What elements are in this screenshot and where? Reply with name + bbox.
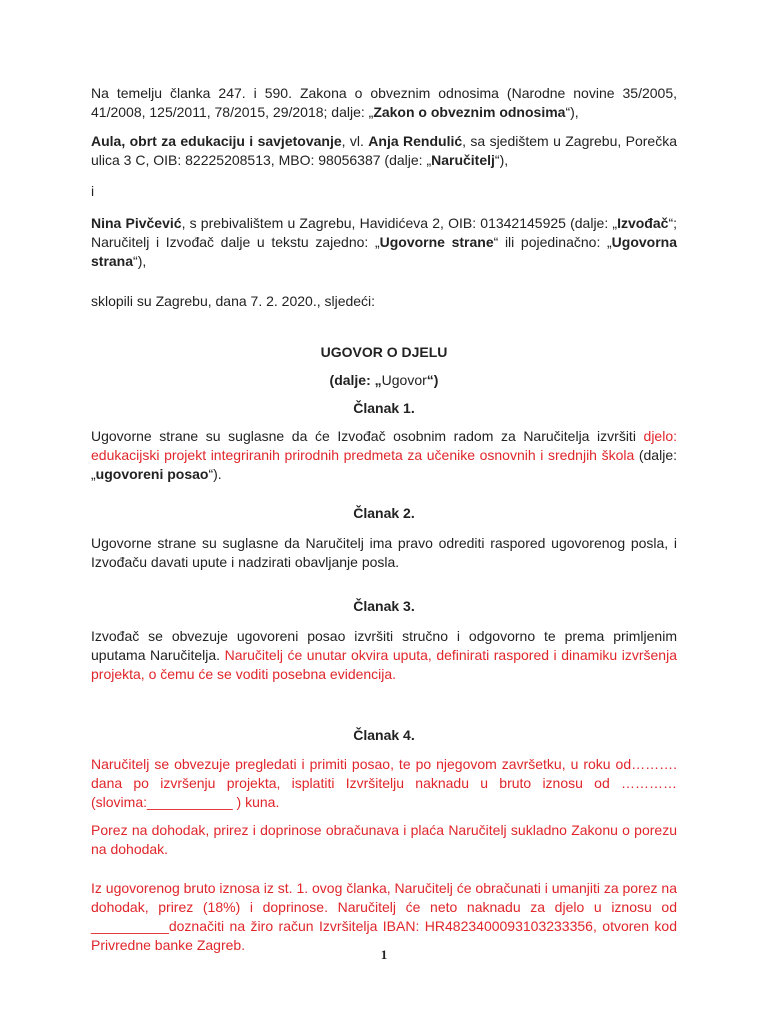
client-text: , vl. [341,133,369,149]
article-3-text [91,627,677,684]
article-2-text: Ugovorne strane su suglasne da Naručitelj ima pravo odrediti raspored ugovorenog posla, i Izvođaču davati upute i nadzirati obavljanje posla. [91,535,677,570]
preamble-paragraph [91,84,677,122]
client-alias: Naručitelj [431,152,495,168]
contractor-text-2: “; Naručitelj i Izvođač dalje u tekstu zajedno: „ [91,215,677,250]
contractor-text-end: “), [133,253,147,269]
contract-subtitle [91,371,677,390]
client-address-text: , sa sjedištem u Zagrebu, Porečka ulica 3 C, OIB: 82225208513, MBO: 98056387 (dalje: „ [91,133,678,168]
article-1-text [91,427,677,484]
contract-title: UGOVOR O DJELU [320,344,448,360]
subtitle-close: “) [426,372,439,388]
client-text-end: “), [494,152,509,168]
document-page [91,84,677,955]
contractor-alias: Izvođač [617,215,669,231]
contractor-paragraph [91,214,677,271]
article-4-paragraph-1: Naručitelj se obvezuje pregledati i primiti posao, te po njegovom završetku, u roku od………. dana po izvršenju projekta, isplatiti Izvršitelju naknadu u bruto iznosu od ………… (slovima:___________ ) kuna. [91,756,677,810]
article-1-alias: ugovoreni posao [95,466,209,482]
contractor-text-3: “ ili pojedinačno: „ [493,234,612,250]
client-paragraph [91,132,677,170]
article-3-text-highlight: Naručitelj će unutar okvira uputa, definirati raspored i dinamiku izvršenja projekta, o čemu će se voditi posebna evidencija. [91,647,677,682]
contractor-text: , s prebivalištem u Zagrebu, Havidićeva 2, OIB: 01342145925 (dalje: „ [181,215,618,231]
subtitle-open: (dalje: „ [329,372,382,388]
law-name: Zakon o obveznim odnosima [373,104,566,120]
client-business-name: Aula, obrt za edukaciju i savjetovanje [91,133,342,149]
article-1-text-a: Ugovorne strane su suglasne da će Izvođač osobnim radom za Naručitelja izvršiti [91,428,644,444]
article-3-text-a: Izvođač se obvezuje ugovoreni posao izvršiti stručno i odgovorno te prema primljenim uputama Naručitelja. [91,628,677,663]
party-alias: Ugovorna strana [91,234,677,269]
article-1-text-end: “). [208,466,222,482]
article-4-paragraph-2: Porez na dohodak, prirez i doprinose obračunava i plaća Naručitelj sukladno Zakonu o porezu na dohodak. [91,822,677,857]
article-3-heading: Članak 3. [353,598,415,614]
article-1-heading: Članak 1. [353,400,415,416]
conjunction: i [91,183,95,199]
preamble-text: Na temelju članka 247. i 590. Zakona o obveznim odnosima (Narodne novine 35/2005, 41/2008, 125/2011, 78/2015, 29/2018; dalje: „ [91,85,677,120]
concluded-statement: sklopili su Zagrebu, dana 7. 2. 2020., sljedeći: [91,293,376,309]
page-number: 1 [380,947,388,962]
article-1-text-b: (dalje: „ [91,447,677,482]
article-4-heading: Članak 4. [353,727,415,743]
preamble-text-end: “), [565,104,579,120]
contractor-name: Nina Pivčević [91,215,182,231]
article-2-heading: Članak 2. [353,505,415,521]
client-owner-name: Anja Rendulić [368,133,463,149]
article-4-paragraph-3: Iz ugovorenog bruto iznosa iz st. 1. ovog članka, Naručitelj će obračunati i umanjiti za porez na dohodak, prirez (18%) i doprinose. Naručitelj će neto naknadu za djelo u iznosu od __________doznačiti na žiro račun Izvršitelja IBAN: HR4823400093103233356, otvoren kod Privredne banke Zagreb. [91,880,677,953]
parties-alias: Ugovorne strane [379,234,494,250]
subtitle-alias: Ugovor [381,372,427,388]
article-1-work-description: djelo: edukacijski projekt integriranih prirodnih predmeta za učenike osnovnih i srednjih škola [91,428,677,463]
